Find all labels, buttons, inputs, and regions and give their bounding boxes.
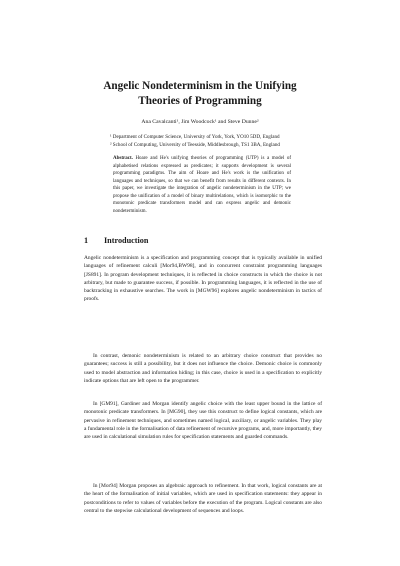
section-heading [84,236,324,246]
abstract-label: Abstract. [113,156,133,161]
paragraph-text: In [GM91], Gardiner and Morgan identify angelic choice with the least upper bound in the lattice of monotonic predicate transformers. In [MG90], they use this construct to define logical constants, which are pervasive in refinement techniques, and sometimes named logical, auxiliary, or angelic variables. They play a fundamental role in the formalisation of data refinement of recursive programs, and, more importantly, they are used in calculational simulation rules for specification statements and guarded commands. [84,401,322,441]
body-paragraph [84,352,322,385]
affiliation-1: ¹ Department of Computer Science, University of York, York, YO10 5DD, England [110,134,280,140]
author-list: Ana Cavalcanti¹, Jim Woodcock¹ and Steve Dunne² [141,119,259,125]
body-paragraph: Angelic nondeterminism is a specification and programming concept that is typically available in unified languages of refinement calculi [Mor94,BW98], and in concurrent constraint programming languages [JS891]. In program development techniques, it is reflected in choice constructs in which the choice is not arbitrary, but made to guarantee success, if possible. In programming languages, it is reflected in the use of backtracking in exhaustive searches. The work in [MGW96] explores angelic nondeterminism in tactics of proofs. [84,255,322,303]
section-title: Introduction [104,236,149,245]
paragraph-text: In contrast, demonic nondeterminism is related to an arbitrary choice construct that provides no guarantees; success is still a possibility, but it does not influence the choice. Demonic choice is commonly used to model abstraction and information hiding; in this case, choice is used in a specification to explicitly indicate options that are left open to the programmer. [84,353,322,384]
paper-title [60,79,340,109]
abstract-text: Hoare and He's unifying theories of programming (UTP) is a model of alphabetised relations expressed as predicates; it supports development is several programming paradigms. The aim of Hoare and He's work is the unification of languages and techniques, so that we can benefit from results in different contexts. In this paper, we investigate the integration of angelic nondeterminism in the UTP; we propose the unification of a model of binary multirelations, which is isomorphic to the monotonic predicate transformers model and can express angelic and demonic nondeterminism. [113,156,291,214]
title-line-2: Theories of Programming [138,95,262,107]
affiliation-2: ² School of Computing, University of Teesside, Middlesbrough, TS1 3BA, England [110,142,280,148]
body-paragraph [84,400,322,441]
title-line-1: Angelic Nondeterminism in the Unifying [103,80,297,92]
section-number: 1 [84,236,89,245]
body-paragraph [84,482,322,515]
abstract [113,155,291,215]
paragraph-text: In [Mor94] Morgan proposes an algebraic approach to refinement. In that work, logical constants are at the heart of the formalisation of initial variables, which are used in specification statements: they appear in postconditions to refer to values of variables before the execution of the program. Logical constants are also central to the stepwise calculational development of sequences and loops. [84,483,322,514]
